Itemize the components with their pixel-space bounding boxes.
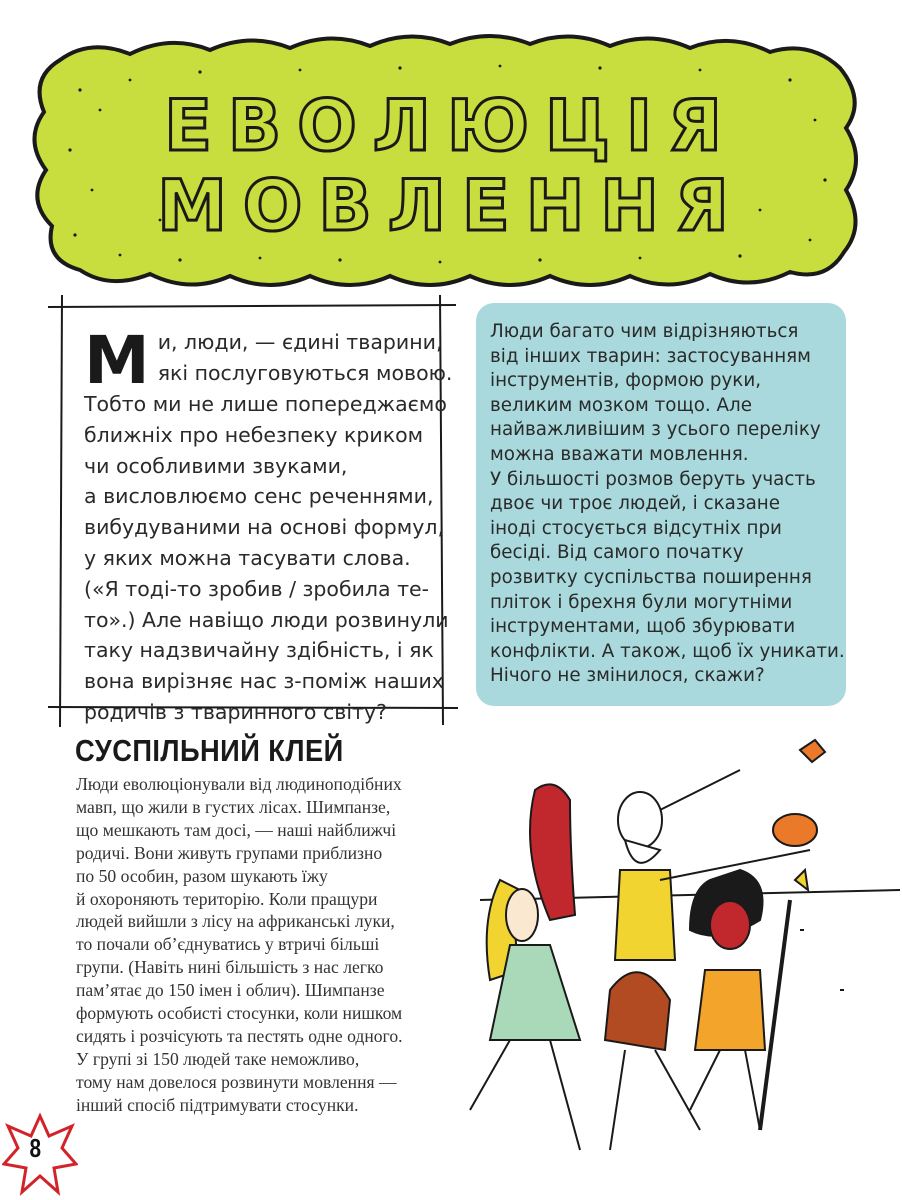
body-line: формують особисті стосунки, коли нишком <box>76 1003 403 1024</box>
drop-cap: М <box>84 322 150 399</box>
info-line: іноді стосується відсутніх при <box>490 517 782 539</box>
body-line: по 50 особин, разом шукають їжу <box>76 865 328 886</box>
section-body <box>76 773 403 1117</box>
intro-line: вибудуваними на основі формул, <box>84 515 444 540</box>
body-line: Люди еволюціонували від людиноподібних <box>76 774 402 794</box>
body-line: сидять і розчісують та пестять одне одного. <box>76 1025 403 1046</box>
intro-line: які послуговуються мовою. <box>157 360 453 385</box>
body-line: тому нам довелося розвинути мовлення — <box>76 1071 397 1092</box>
intro-line: чи особливими звуками, <box>84 453 348 478</box>
figure-red <box>690 870 808 1130</box>
body-line: інший спосіб підтримувати стосунки. <box>76 1094 359 1115</box>
intro-line: таку надзвичайну здібність, і як <box>84 638 434 663</box>
intro-line: («Я тоді-то зробив / зробила те- <box>84 576 430 601</box>
info-line: двоє чи троє людей, і сказане <box>490 493 780 515</box>
page-number: 8 <box>29 1133 42 1163</box>
info-text <box>490 320 845 689</box>
info-line: конфлікти. А також, щоб їх уникати. <box>490 640 845 662</box>
body-line: людей вийшли з лісу на африканські луки, <box>76 911 395 932</box>
info-line: великим мозком тощо. Але <box>490 394 752 416</box>
info-line: найважливішим з усього переліку <box>490 419 821 441</box>
intro-line: Тобто ми не лише попереджаємо <box>84 392 447 416</box>
intro-line: вона вирізняє нас з-поміж наших <box>84 669 444 694</box>
info-line: інструментами, щоб збурювати <box>490 616 796 638</box>
cave-people-illustration <box>440 730 902 1200</box>
body-line: пам’ятає до 150 імен і облич). Шимпанзе <box>76 980 385 1001</box>
info-line: можна вважати мовлення. <box>490 443 749 465</box>
page-title-line-2: МОВЛЕННЯ <box>157 165 745 247</box>
body-line: то почали об’єднуватись у втричі більші <box>76 934 380 955</box>
info-line: Люди багато чим відрізняються <box>490 321 799 342</box>
info-line: інструментів, формою руки, <box>490 370 762 392</box>
page-title-line-1: ЕВОЛЮЦІЯ <box>164 85 738 167</box>
intro-line: а висловлюємо сенс реченнями, <box>84 484 434 509</box>
intro-text <box>84 322 453 728</box>
info-line: від інших тварин: застосуванням <box>490 345 811 367</box>
info-line: розвитку суспільства поширення <box>490 566 812 588</box>
intro-line: то».) Але навіщо люди розвинули <box>84 607 449 632</box>
intro-line: у яких можна тасувати слова. <box>84 545 411 570</box>
body-line: У групі зі 150 людей таке неможливо, <box>76 1048 360 1069</box>
info-line: бесіді. Від самого початку <box>490 542 744 564</box>
figure-bearded <box>605 740 825 1150</box>
intro-line: и, люди, — єдині тварини, <box>157 330 443 354</box>
intro-line: ближніх про небезпеку криком <box>84 422 424 447</box>
body-line: мавп, що жили в густих лісах. Шимпанзе, <box>76 796 391 817</box>
info-line: У більшості розмов беруть участь <box>490 468 816 490</box>
section-heading: СУСПІЛЬНИЙ КЛЕЙ <box>75 733 344 768</box>
body-line: родичі. Вони живуть групами приблизно <box>76 842 383 863</box>
body-line: що мешкають там досі, — наші найближчі <box>76 819 397 840</box>
body-line: й охороняють територію. Коли пращури <box>76 888 378 909</box>
intro-line: родичів з тваринного світу? <box>84 699 387 724</box>
body-line: групи. (Навіть нині більшість з нас легко <box>76 957 384 978</box>
figure-blonde <box>470 784 580 1150</box>
info-line: пліток і брехня були могутніми <box>490 591 793 613</box>
info-line: Нічого не змінилося, скажи? <box>490 665 765 687</box>
